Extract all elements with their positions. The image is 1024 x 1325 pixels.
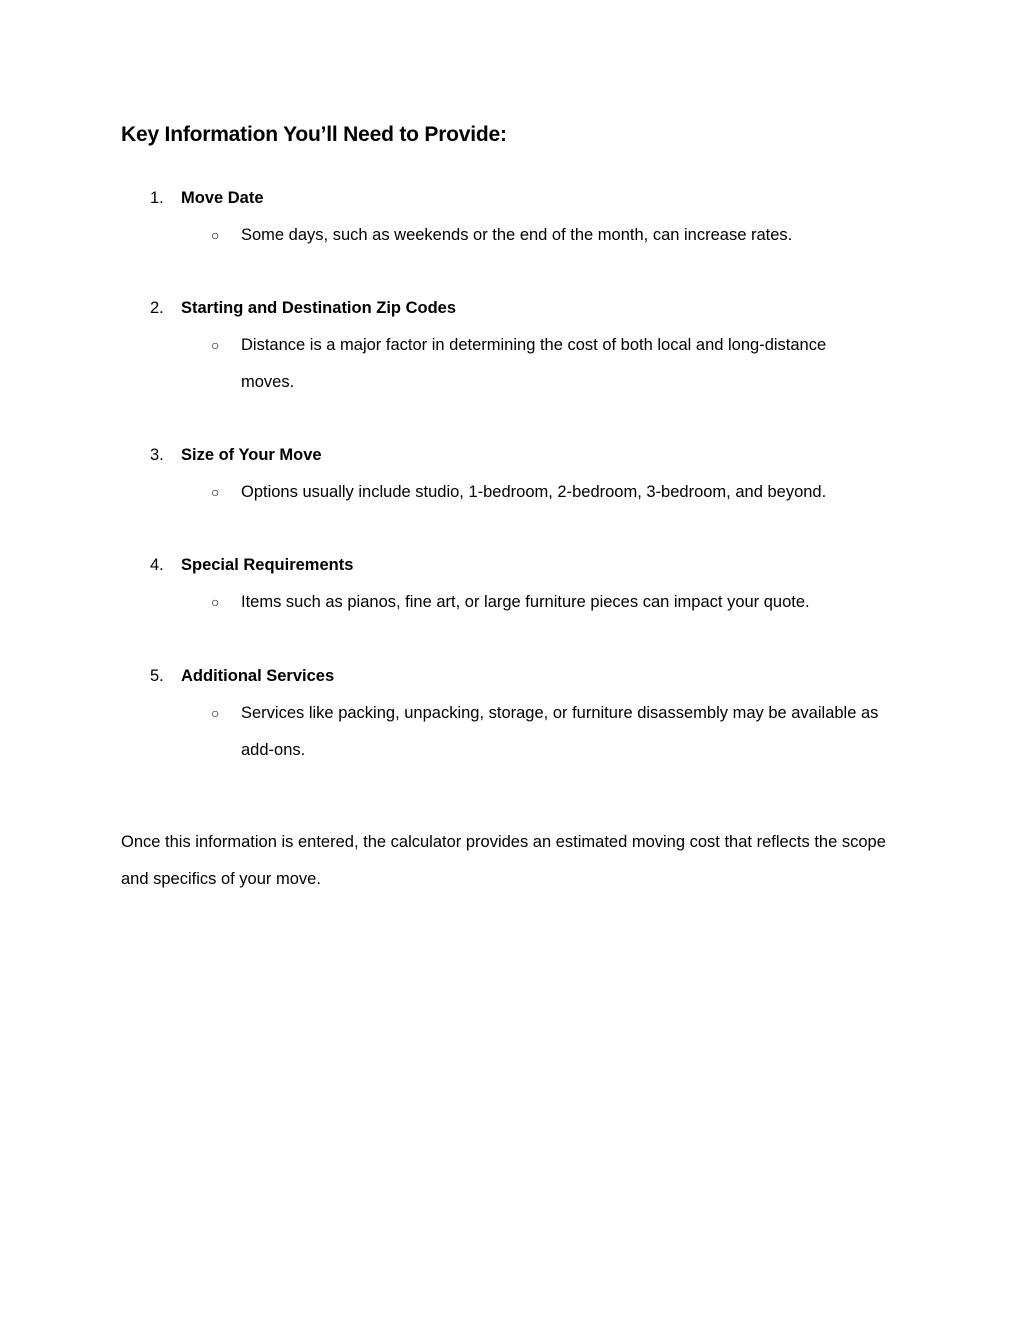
hollow-circle-bullet-icon: ○ <box>211 227 220 243</box>
list-item-number: 3. <box>150 446 164 464</box>
hollow-circle-bullet-icon: ○ <box>211 705 220 721</box>
list-item-detail: Options usually include studio, 1-bedroom, 2-bedroom, 3-bedroom, and beyond. <box>241 482 827 501</box>
hollow-circle-bullet-icon: ○ <box>211 337 220 353</box>
list-item-number: 4. <box>150 556 164 574</box>
list-item-number: 1. <box>150 189 164 207</box>
list-item-title: Additional Services <box>181 667 335 685</box>
hollow-circle-bullet-icon: ○ <box>211 484 220 500</box>
list-item-detail: Services like packing, unpacking, storage, or furniture disassembly may be available as add-ons. <box>241 703 879 759</box>
list-item-detail: Some days, such as weekends or the end of the month, can increase rates. <box>241 225 793 244</box>
list-item-title: Size of Your Move <box>181 446 322 464</box>
list-item-title: Starting and Destination Zip Codes <box>181 299 457 317</box>
closing-paragraph: Once this information is entered, the calculator provides an estimated moving cost that reflects the scope and specifics of your move. <box>121 833 886 888</box>
list-item-detail: Distance is a major factor in determining the cost of both local and long-distance moves. <box>241 335 827 391</box>
list-item-title: Move Date <box>181 189 264 207</box>
list-item-title: Special Requirements <box>181 556 354 574</box>
page-heading: Key Information You’ll Need to Provide: <box>121 123 507 146</box>
list-item-number: 5. <box>150 667 164 685</box>
hollow-circle-bullet-icon: ○ <box>211 594 220 610</box>
list-item-number: 2. <box>150 299 164 317</box>
list-item-detail: Items such as pianos, fine art, or large furniture pieces can impact your quote. <box>241 592 810 611</box>
